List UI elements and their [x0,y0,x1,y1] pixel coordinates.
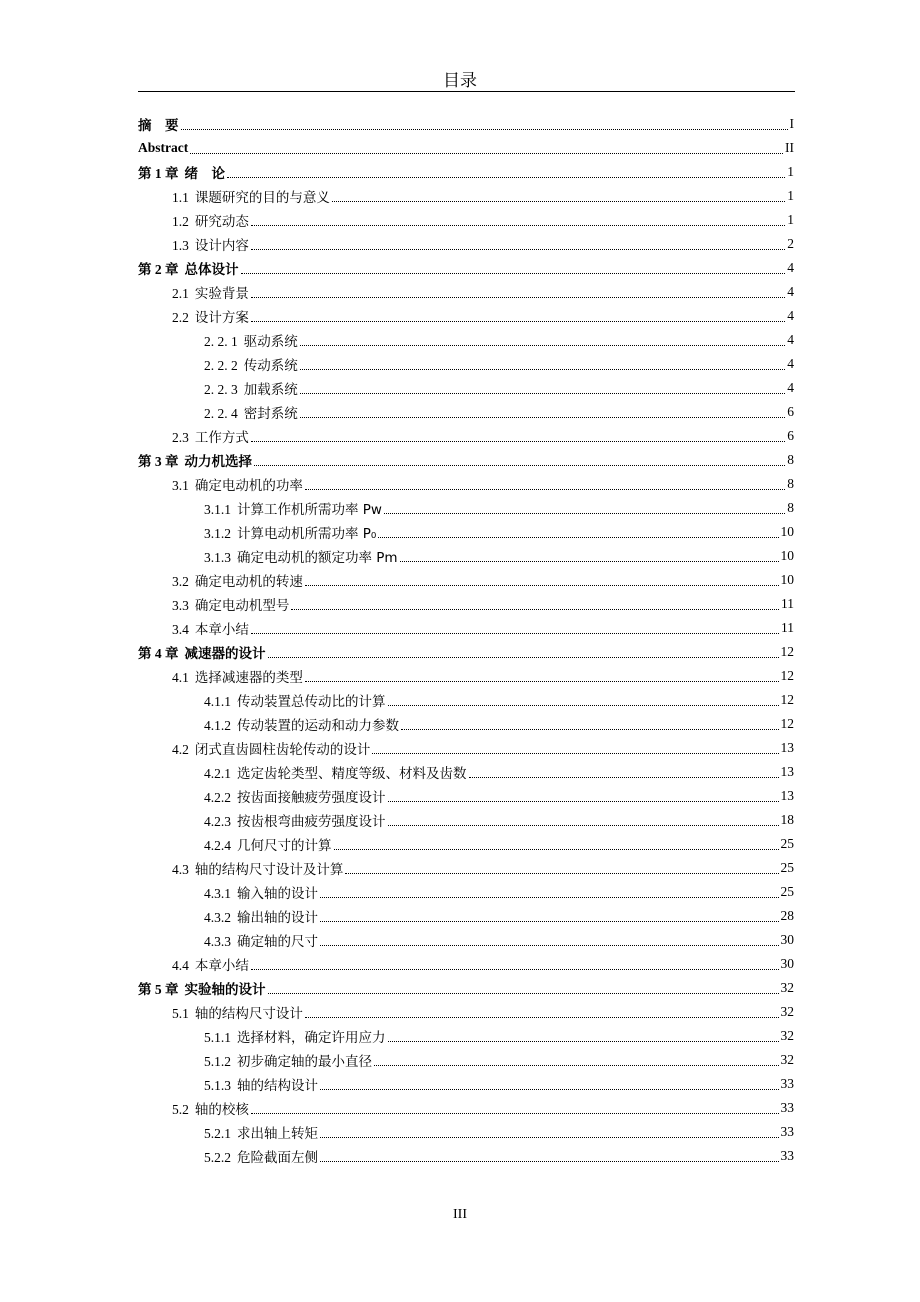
toc-entry[interactable] [138,280,794,304]
toc-entry-page: 33 [780,1124,794,1139]
toc-entry-label [172,210,249,230]
toc-entry-title: 计算电动机所需功率 P₀ [237,526,377,542]
toc-entry-number: 3.1.1 [204,502,231,517]
toc-dot-leader [372,753,778,754]
toc-entry-label [204,498,382,518]
toc-entry-page: 25 [780,836,794,851]
toc-dot-leader [320,1089,779,1090]
toc-entry-page: 32 [780,1052,794,1067]
toc-entry-page: 8 [787,500,794,515]
toc-entry-label [204,786,386,806]
header-divider [138,91,795,92]
toc-entry-label [204,330,298,350]
toc-entry-page: 1 [787,188,794,203]
toc-entry-page: 13 [780,788,794,803]
toc-entry-title: 实验轴的设计 [184,982,266,998]
toc-entry-label [172,186,330,206]
toc-dot-leader [378,537,778,538]
toc-entry-title: 减速器的设计 [184,646,266,662]
toc-entry-label [204,882,318,902]
toc-entry-page: 12 [780,644,794,659]
toc-entry-label [138,978,266,998]
toc-dot-leader [251,441,785,442]
toc-entry-page: 8 [787,452,794,467]
toc-entry-page: 4 [787,308,794,323]
toc-entry-number: 3.4 [172,622,189,637]
toc-entry-number: 3.2 [172,574,189,589]
toc-entry-title: 计算工作机所需功率 Pw [237,502,382,518]
toc-entry-title: 选择减速器的类型 [194,670,303,686]
toc-dot-leader [388,1041,779,1042]
toc-entry-label [204,906,318,926]
toc-entry-page: 2 [787,236,794,251]
toc-entry-title: 按齿根弯曲疲劳强度设计 [237,814,386,830]
toc-entry-label [204,354,298,374]
toc-entry-page: 4 [787,380,794,395]
toc-entry[interactable] [138,352,794,376]
toc-entry-label [204,402,298,422]
toc-entry-page: 4 [787,260,794,275]
toc-entry-page: 30 [780,956,794,971]
toc-entry-page: 33 [780,1076,794,1091]
toc-dot-leader [388,825,779,826]
toc-entry-page: 32 [780,980,794,995]
toc-entry[interactable] [138,448,794,472]
toc-entry-page: 1 [787,164,794,179]
toc-entry-number: 2. 2. 4 [204,406,238,421]
toc-entry-label [204,834,332,854]
toc-entry-title: 选定齿轮类型、精度等级、材料及齿数 [237,766,467,782]
toc-dot-leader [251,321,785,322]
toc-entry-page: 10 [780,572,794,587]
toc-entry-label [204,762,467,782]
page-header-title: 目录 [443,71,477,91]
toc-entry-title: 危险截面左侧 [237,1150,318,1166]
toc-entry-page: 12 [780,668,794,683]
toc-entry-title: 传动装置总传动比的计算 [237,694,386,710]
toc-entry-title: 确定电动机的额定功率 Pm [237,550,398,566]
toc-dot-leader [401,729,779,730]
toc-entry[interactable] [138,520,794,544]
toc-entry-label [172,858,343,878]
toc-dot-leader [227,177,785,178]
toc-dot-leader [181,129,788,130]
toc-entry-title: 初步确定轴的最小直径 [237,1054,372,1070]
toc-entry[interactable] [138,808,794,832]
toc-entry-label [138,258,239,278]
toc-entry[interactable] [138,688,794,712]
toc-entry-page: 10 [780,548,794,563]
toc-entry-label [172,570,303,590]
toc-dot-leader [251,969,779,970]
toc-entry-number: 1.3 [172,238,189,253]
toc-entry-label [204,1026,386,1046]
toc-entry-number: 3.1.3 [204,550,231,565]
toc-entry-number: 2.3 [172,430,189,445]
toc-entry[interactable] [138,1120,794,1144]
toc-dot-leader [388,801,779,802]
toc-entry-page: 13 [780,740,794,755]
toc-entry-page: 11 [781,620,794,635]
toc-entry[interactable] [138,976,794,1000]
toc-entry-page: I [789,116,794,131]
toc-dot-leader [305,681,779,682]
toc-dot-leader [334,849,779,850]
toc-dot-leader [251,297,785,298]
toc-entry[interactable] [138,136,794,160]
table-of-contents [138,112,794,1168]
toc-entry-title: 确定电动机的转速 [194,574,303,590]
toc-entry-label [204,714,399,734]
toc-dot-leader [320,897,779,898]
toc-entry-title: 确定电动机型号 [194,598,290,614]
toc-entry-number: 1.2 [172,214,189,229]
toc-entry-page: 10 [780,524,794,539]
toc-dot-leader [305,585,779,586]
page-number: III [453,1207,467,1222]
toc-entry-label [204,930,318,950]
toc-entry[interactable] [138,544,794,568]
toc-entry-page: 18 [780,812,794,827]
toc-entry-title: 绪 论 [184,166,225,182]
toc-dot-leader [332,201,785,202]
toc-entry-title: 总体设计 [184,262,239,278]
toc-entry-label [172,306,249,326]
toc-entry-title: 轴的结构设计 [237,1078,318,1094]
toc-entry-number: 4.2.4 [204,838,231,853]
toc-entry-label [172,426,249,446]
toc-entry-number: 2. 2. 2 [204,358,238,373]
toc-entry[interactable] [138,832,794,856]
toc-entry-page: 25 [780,884,794,899]
toc-entry-label [204,1050,372,1070]
toc-entry[interactable] [138,304,794,328]
toc-entry-label [204,378,298,398]
toc-entry-number: 2.2 [172,310,189,325]
toc-entry-label [204,1074,318,1094]
toc-entry-number: 5.1 [172,1006,189,1021]
toc-entry-label [172,738,370,758]
toc-entry-title: 设计方案 [194,310,249,326]
toc-entry-label [204,1122,318,1142]
toc-entry-label [172,618,249,638]
toc-entry[interactable] [138,400,794,424]
toc-entry-number: 2.1 [172,286,189,301]
toc-dot-leader [400,561,779,562]
toc-entry[interactable] [138,640,794,664]
toc-entry-number: 4.4 [172,958,189,973]
toc-dot-leader [268,657,779,658]
toc-entry-title: 轴的结构尺寸设计及计算 [194,862,344,878]
toc-entry-title: 选择材料，确定许用应力 [237,1030,386,1046]
toc-entry-label [172,666,303,686]
toc-entry[interactable] [138,1048,794,1072]
toc-entry-label [172,234,249,254]
toc-entry-number: 3.1.2 [204,526,231,541]
toc-entry[interactable] [138,952,794,976]
toc-entry[interactable] [138,1000,794,1024]
toc-entry-title: 密封系统 [243,406,298,422]
toc-entry[interactable] [138,184,794,208]
toc-entry-number: 4.2 [172,742,189,757]
toc-entry-label [172,954,249,974]
toc-dot-leader [251,225,785,226]
toc-entry-page: 11 [781,596,794,611]
toc-entry-title: 按齿面接触疲劳强度设计 [237,790,386,806]
toc-entry-label [204,690,386,710]
toc-entry[interactable] [138,856,794,880]
toc-entry[interactable] [138,616,794,640]
toc-entry-title: 加载系统 [243,382,298,398]
toc-entry-label [138,114,179,134]
toc-entry-number: 第 2 章 [138,262,179,277]
toc-entry-title: 驱动系统 [243,334,298,350]
toc-entry-number: 5.2 [172,1102,189,1117]
toc-entry-page: 33 [780,1148,794,1163]
toc-entry[interactable] [138,904,794,928]
toc-entry-page: 32 [780,1004,794,1019]
toc-entry-number: 5.2.1 [204,1126,231,1141]
toc-entry-number: 第 5 章 [138,982,179,997]
toc-entry-page: 12 [780,716,794,731]
toc-entry-title: 求出轴上转矩 [237,1126,318,1142]
toc-entry[interactable] [138,1096,794,1120]
toc-entry-number: 4.3 [172,862,189,877]
toc-entry-number: 2. 2. 1 [204,334,238,349]
toc-dot-leader [384,513,785,514]
toc-entry[interactable] [138,1144,794,1168]
toc-entry-title: 输入轴的设计 [237,886,318,902]
toc-entry-number: 4.2.2 [204,790,231,805]
toc-entry[interactable] [138,568,794,592]
toc-entry-page: 4 [787,356,794,371]
toc-entry-title: 轴的结构尺寸设计 [194,1006,303,1022]
toc-entry[interactable] [138,712,794,736]
toc-dot-leader [268,993,779,994]
toc-entry-title: 实验背景 [194,286,249,302]
toc-entry-label [204,810,386,830]
toc-dot-leader [305,489,785,490]
toc-entry[interactable] [138,376,794,400]
toc-dot-leader [300,345,786,346]
toc-entry-number: 5.1.3 [204,1078,231,1093]
toc-dot-leader [190,153,783,154]
toc-entry[interactable] [138,1072,794,1096]
toc-entry-page: 6 [787,404,794,419]
toc-entry[interactable] [138,736,794,760]
toc-entry-label [204,546,398,566]
toc-entry-number: 3.1 [172,478,189,493]
toc-entry-label [172,1098,249,1118]
toc-entry-label [138,140,188,156]
toc-entry[interactable] [138,160,794,184]
toc-entry-title: 闭式直齿圆柱齿轮传动的设计 [194,742,371,758]
toc-entry[interactable] [138,1024,794,1048]
toc-entry-number: 4.3.2 [204,910,231,925]
toc-entry[interactable] [138,664,794,688]
toc-entry-label [204,1146,318,1166]
toc-entry-label [172,282,249,302]
toc-entry-number: 2. 2. 3 [204,382,238,397]
toc-entry-page: 25 [780,860,794,875]
toc-entry[interactable] [138,472,794,496]
toc-entry[interactable] [138,112,794,136]
toc-entry-page: 33 [780,1100,794,1115]
toc-entry[interactable] [138,256,794,280]
toc-entry-number: 4.1 [172,670,189,685]
toc-entry-page: 1 [787,212,794,227]
toc-entry-title: 输出轴的设计 [237,910,318,926]
toc-entry-page: 30 [780,932,794,947]
toc-dot-leader [320,1161,779,1162]
toc-entry-number: 第 1 章 [138,166,179,181]
toc-entry[interactable] [138,208,794,232]
toc-dot-leader [305,1017,779,1018]
toc-entry-number: 5.1.1 [204,1030,231,1045]
toc-entry-number: 1.1 [172,190,189,205]
toc-dot-leader [320,1137,779,1138]
toc-entry-label [172,1002,303,1022]
toc-entry-page: 4 [787,284,794,299]
toc-entry-title: Abstract [138,140,189,155]
toc-entry[interactable] [138,496,794,520]
toc-entry-number: 4.3.1 [204,886,231,901]
toc-entry-number: 4.1.2 [204,718,231,733]
toc-entry-title: 研究动态 [194,214,249,230]
toc-dot-leader [300,417,786,418]
toc-dot-leader [251,1113,779,1114]
toc-entry-page: 32 [780,1028,794,1043]
toc-entry[interactable] [138,592,794,616]
toc-entry[interactable] [138,328,794,352]
toc-entry-page: 28 [780,908,794,923]
toc-entry-page: 12 [780,692,794,707]
toc-entry[interactable] [138,880,794,904]
toc-entry-label [138,162,225,182]
toc-entry-label [138,642,266,662]
toc-entry-number: 5.2.2 [204,1150,231,1165]
toc-entry-title: 动力机选择 [184,454,252,470]
toc-entry-number: 第 3 章 [138,454,179,469]
toc-entry-title: 确定电动机的功率 [194,478,303,494]
toc-entry-title: 摘 要 [138,118,179,134]
toc-dot-leader [300,369,786,370]
toc-dot-leader [469,777,779,778]
toc-entry[interactable] [138,928,794,952]
toc-entry-number: 4.2.1 [204,766,231,781]
toc-entry-title: 轴的校核 [194,1102,249,1118]
toc-entry-title: 几何尺寸的计算 [237,838,332,854]
toc-entry-title: 本章小结 [194,958,249,974]
toc-dot-leader [300,393,786,394]
toc-entry-number: 3.3 [172,598,189,613]
toc-entry[interactable] [138,424,794,448]
toc-entry-number: 4.2.3 [204,814,231,829]
toc-dot-leader [251,249,785,250]
toc-entry[interactable] [138,760,794,784]
toc-dot-leader [251,633,779,634]
toc-entry-page: 6 [787,428,794,443]
toc-entry-label [172,594,289,614]
toc-dot-leader [241,273,786,274]
toc-entry-title: 传动装置的运动和动力参数 [237,718,399,734]
toc-entry-page: 4 [787,332,794,347]
toc-entry-title: 课题研究的目的与意义 [194,190,330,206]
toc-entry-label [138,450,252,470]
toc-entry[interactable] [138,784,794,808]
toc-entry-page: II [785,140,794,155]
toc-dot-leader [254,465,785,466]
toc-entry-title: 设计内容 [194,238,249,254]
toc-dot-leader [374,1065,779,1066]
toc-dot-leader [345,873,778,874]
toc-entry-page: 8 [787,476,794,491]
toc-dot-leader [388,705,779,706]
toc-dot-leader [320,921,779,922]
toc-dot-leader [320,945,779,946]
toc-entry-number: 4.1.1 [204,694,231,709]
toc-entry-label [204,522,376,542]
toc-entry-title: 工作方式 [194,430,249,446]
toc-entry[interactable] [138,232,794,256]
toc-entry-title: 确定轴的尺寸 [237,934,318,950]
toc-entry-number: 5.1.2 [204,1054,231,1069]
toc-dot-leader [291,609,779,610]
toc-entry-title: 本章小结 [194,622,249,638]
toc-entry-label [172,474,303,494]
toc-entry-number: 4.3.3 [204,934,231,949]
toc-entry-title: 传动系统 [243,358,298,374]
toc-entry-number: 第 4 章 [138,646,179,661]
toc-entry-page: 13 [780,764,794,779]
